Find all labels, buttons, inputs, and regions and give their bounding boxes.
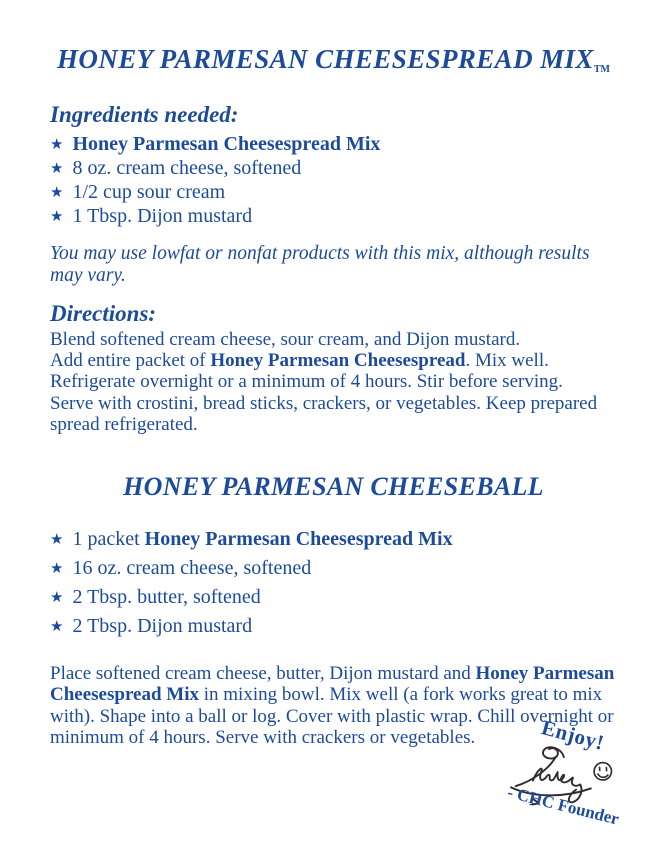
item-text: 8 oz. cream cheese, softened	[72, 157, 302, 179]
star-bullet-icon: ★	[50, 590, 64, 607]
enjoy-text: Enjoy!	[539, 715, 607, 755]
list-item	[50, 205, 617, 229]
list-item	[50, 587, 617, 610]
directions-heading: Directions:	[50, 300, 157, 326]
list-item	[50, 181, 617, 205]
cheeseball-para-text: Place softened cream cheese, butter, Dijon mustard and	[50, 663, 476, 685]
directions-paragraph	[50, 329, 617, 435]
signature-letters	[533, 768, 582, 786]
list-item	[50, 558, 617, 581]
item-text: 16 oz. cream cheese, softened	[72, 557, 312, 580]
lowfat-note: You may use lowfat or nonfat products with this mix, although results may vary.	[50, 243, 590, 287]
directions-line: Blend softened cream cheese, sour cream, and Dijon mustard.	[50, 328, 521, 350]
item-text-bold: Honey Parmesan Cheesespread Mix	[144, 528, 453, 551]
cheeseball-para-bold: Honey Parmesan Cheesespread Mix	[50, 663, 615, 706]
star-bullet-icon: ★	[50, 561, 64, 578]
star-bullet-icon: ★	[50, 137, 64, 153]
cheeseball-paragraph	[50, 663, 617, 748]
directions-line: Add entire packet of	[50, 350, 211, 372]
directions-line: Serve with crostini, bread sticks, crackers, or vegetables. Keep prepared spread refrigerated.	[50, 392, 598, 435]
directions-line: . Mix well.	[465, 350, 549, 372]
founder-credit: - CHC Founder	[505, 782, 622, 829]
item-text-bold: Honey Parmesan Cheesespread Mix	[72, 133, 381, 155]
star-bullet-icon: ★	[50, 619, 64, 636]
cheeseball-title: HONEY PARMESAN CHEESEBALL	[123, 472, 544, 502]
item-text: 2 Tbsp. Dijon mustard	[72, 615, 253, 638]
star-bullet-icon: ★	[50, 209, 64, 225]
smiley-icon	[593, 762, 612, 781]
signature-s-loop	[542, 746, 564, 759]
directions-line-bold: Honey Parmesan Cheesespread	[210, 350, 466, 372]
list-item	[50, 133, 617, 157]
page-title	[50, 44, 617, 75]
list-item	[50, 616, 617, 639]
directions-line: Refrigerate overnight or a minimum of 4 hours. Stir before serving.	[50, 371, 563, 393]
trademark-symbol: TM	[593, 64, 610, 75]
cheeseball-para-text: in mixing bowl. Mix well (a fork works great to mix with). Shape into a ball or log. Cover with plastic wrap. Chill overnight or minimum of 4 hours. Serve with crackers or vegetables.	[50, 684, 614, 748]
cheeseball-ingredients-list	[50, 529, 617, 639]
star-bullet-icon: ★	[50, 185, 64, 201]
page-title-text: HONEY PARMESAN CHEESESPREAD MIX	[57, 44, 594, 74]
list-item	[50, 529, 617, 552]
item-text: 1 Tbsp. Dijon mustard	[72, 205, 253, 227]
star-bullet-icon: ★	[50, 161, 64, 177]
ingredients-heading: Ingredients needed:	[50, 102, 239, 127]
star-bullet-icon: ★	[50, 532, 64, 549]
item-text: 2 Tbsp. butter, softened	[72, 586, 261, 609]
ingredients-list	[50, 133, 617, 229]
list-item	[50, 157, 617, 181]
item-text: 1 packet	[72, 528, 145, 551]
item-text: 1/2 cup sour cream	[72, 181, 226, 203]
